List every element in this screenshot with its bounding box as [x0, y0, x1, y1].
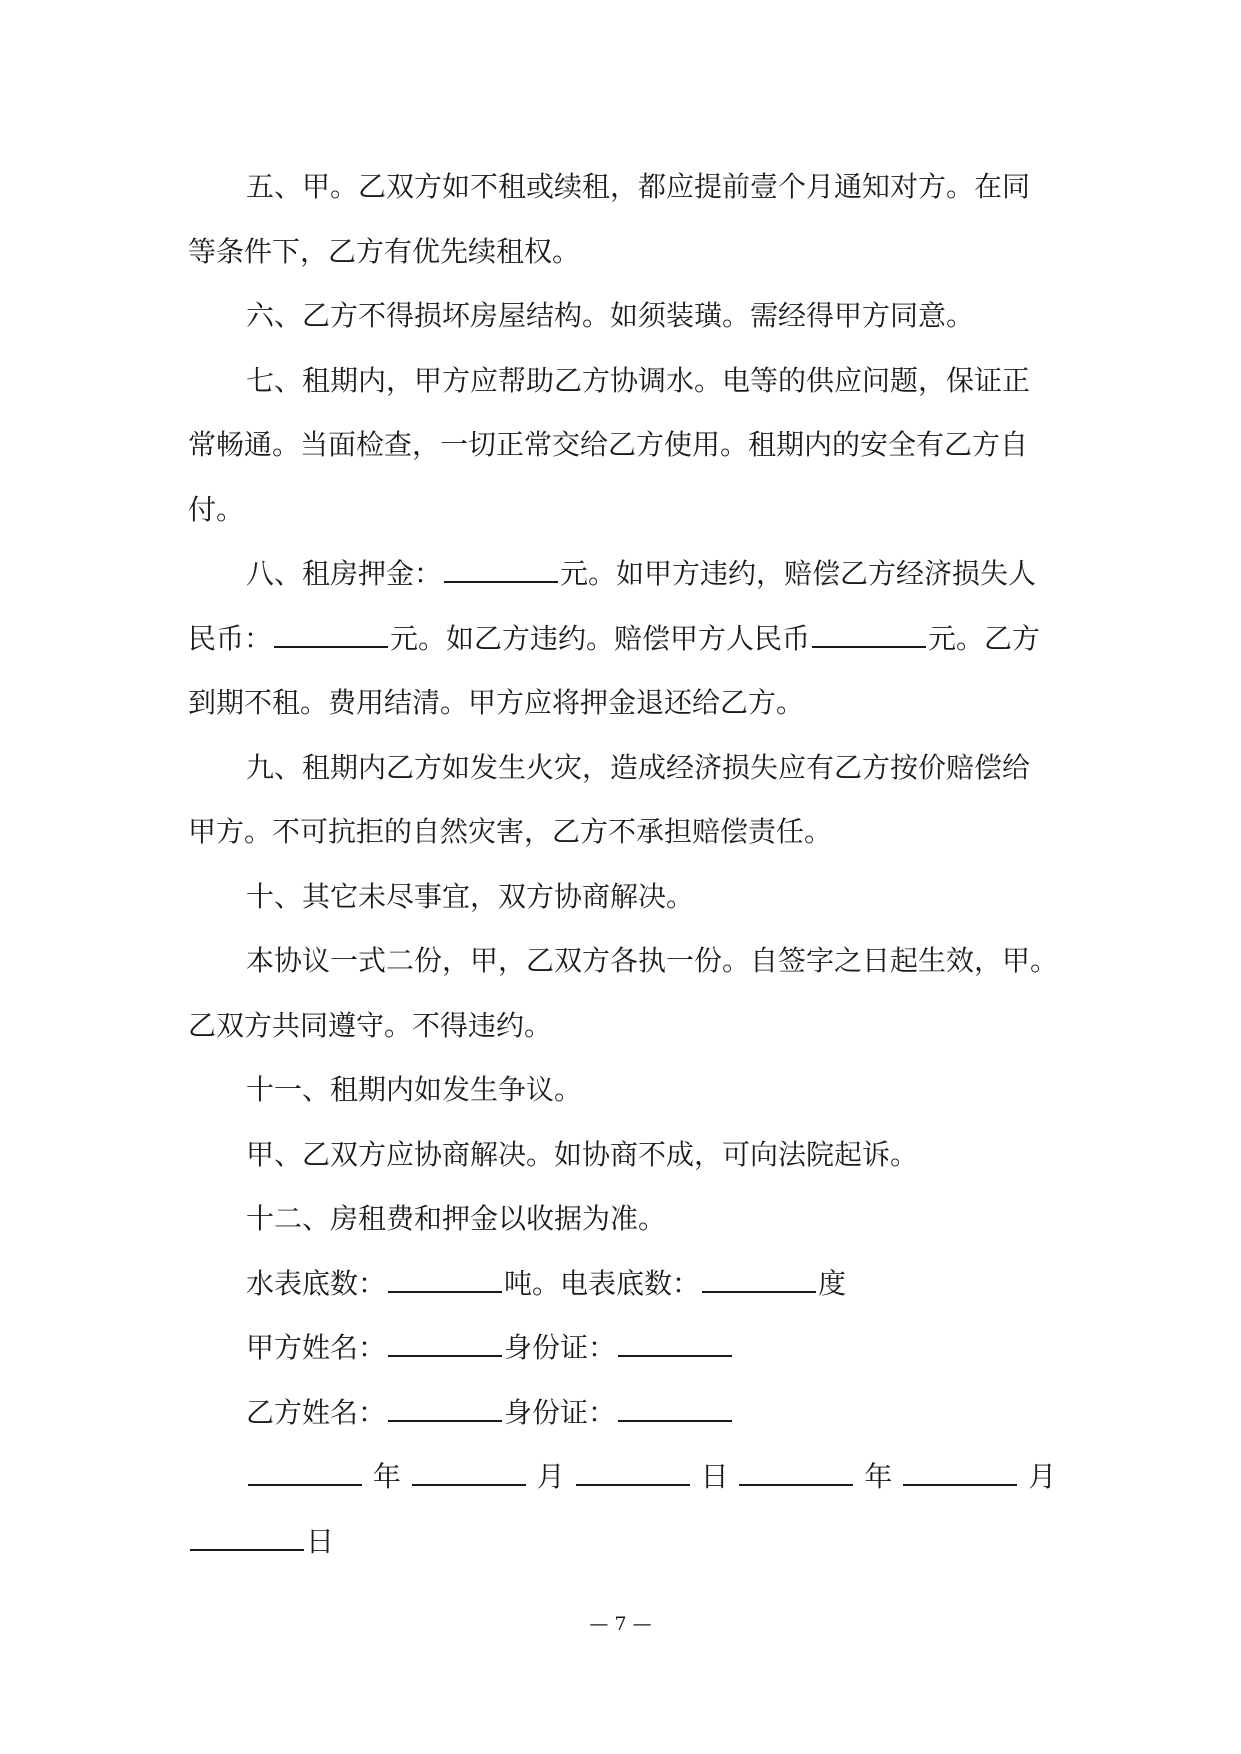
clause-8-line-2	[188, 607, 1078, 672]
clause-9-line-1: 九、租期内乙方如发生火灾，造成经济损失应有乙方按价赔偿给	[246, 750, 1031, 784]
date-b-month-blank[interactable]	[903, 1460, 1017, 1486]
date-line-1	[188, 1445, 1078, 1510]
agreement-line-2: 乙双方共同遵守。不得违约。	[188, 1008, 553, 1042]
clause-5-line-2: 等条件下，乙方有优先续租权。	[188, 234, 581, 268]
water-meter-blank[interactable]	[388, 1267, 502, 1293]
date-b-day-blank[interactable]	[190, 1525, 304, 1551]
date-a-month-blank[interactable]	[412, 1460, 526, 1486]
deposit-label: 八、租房押金：	[246, 557, 443, 590]
party-b-signature-line	[188, 1381, 1078, 1446]
clause-8-line-1	[188, 542, 1078, 607]
clause-12: 十二、房租费和押金以收据为准。	[246, 1202, 667, 1235]
date-a-month-label: 月	[536, 1460, 565, 1493]
party-a-penalty-blank[interactable]	[274, 622, 388, 648]
clause-11-detail: 甲、乙双方应协商解决。如协商不成，可向法院起诉。	[246, 1137, 919, 1171]
party-b-penalty-blank[interactable]	[812, 622, 926, 648]
party-a-id-blank[interactable]	[618, 1331, 732, 1357]
contract-body	[188, 155, 1078, 1574]
party-a-name-blank[interactable]	[388, 1331, 502, 1357]
clause-6: 六、乙方不得损坏房屋结构。如须装璜。需经得甲方同意。	[246, 299, 975, 332]
party-b-name-label: 乙方姓名：	[246, 1395, 387, 1429]
date-a-day-blank[interactable]	[576, 1460, 690, 1486]
date-b-year-label: 年	[864, 1460, 893, 1493]
clause-7-line-1: 七、租期内，甲方应帮助乙方协调水。电等的供应问题，保证正	[246, 363, 1031, 397]
date-a-year-label: 年	[372, 1460, 401, 1493]
clause-8-text-b: 元。如乙方违约。赔偿甲方人民币	[390, 621, 811, 655]
clause-7-line-3: 付。	[188, 492, 245, 526]
party-a-signature-line	[188, 1316, 1078, 1381]
meter-readings	[188, 1252, 1078, 1317]
clause-8-line-3: 到期不租。费用结清。甲方应将押金退还给乙方。	[188, 686, 805, 719]
clause-9-line-2: 甲方。不可抗拒的自然灾害，乙方不承担赔偿责任。	[188, 815, 833, 848]
date-b-day-label: 日	[306, 1524, 335, 1558]
date-line-2	[188, 1510, 1078, 1575]
clause-8-text-c: 元。乙方	[928, 621, 1041, 655]
electric-meter-blank[interactable]	[702, 1267, 816, 1293]
electric-unit-label: 度	[818, 1266, 847, 1300]
agreement-line-1: 本协议一式二份，甲，乙双方各执一份。自签字之日起生效，甲。	[246, 944, 1059, 977]
water-unit-label: 吨。电表底数：	[504, 1266, 701, 1300]
date-b-year-blank[interactable]	[739, 1460, 853, 1486]
rmb-label: 民币：	[188, 621, 273, 655]
party-b-id-label: 身份证：	[504, 1395, 617, 1429]
party-b-name-blank[interactable]	[388, 1396, 502, 1422]
clause-7-line-2: 常畅通。当面检查，一切正常交给乙方使用。租期内的安全有乙方自	[188, 428, 1029, 461]
clause-5-line-1: 五、甲。乙双方如不租或续租，都应提前壹个月通知对方。在同	[246, 170, 1031, 203]
clause-11: 十一、租期内如发生争议。	[246, 1073, 583, 1106]
clause-10: 十、其它未尽事宜，双方协商解决。	[246, 879, 695, 913]
party-b-id-blank[interactable]	[618, 1396, 732, 1422]
party-a-name-label: 甲方姓名：	[246, 1331, 387, 1364]
water-meter-label: 水表底数：	[246, 1266, 387, 1300]
date-a-day-label: 日	[700, 1460, 729, 1493]
clause-8-text-a: 元。如甲方违约，赔偿乙方经济损失人	[560, 557, 1037, 590]
party-a-id-label: 身份证：	[504, 1331, 617, 1364]
page-number: — 7 —	[589, 1613, 652, 1635]
date-a-year-blank[interactable]	[248, 1460, 362, 1486]
date-b-month-label: 月	[1028, 1460, 1057, 1493]
deposit-blank[interactable]	[444, 557, 558, 583]
